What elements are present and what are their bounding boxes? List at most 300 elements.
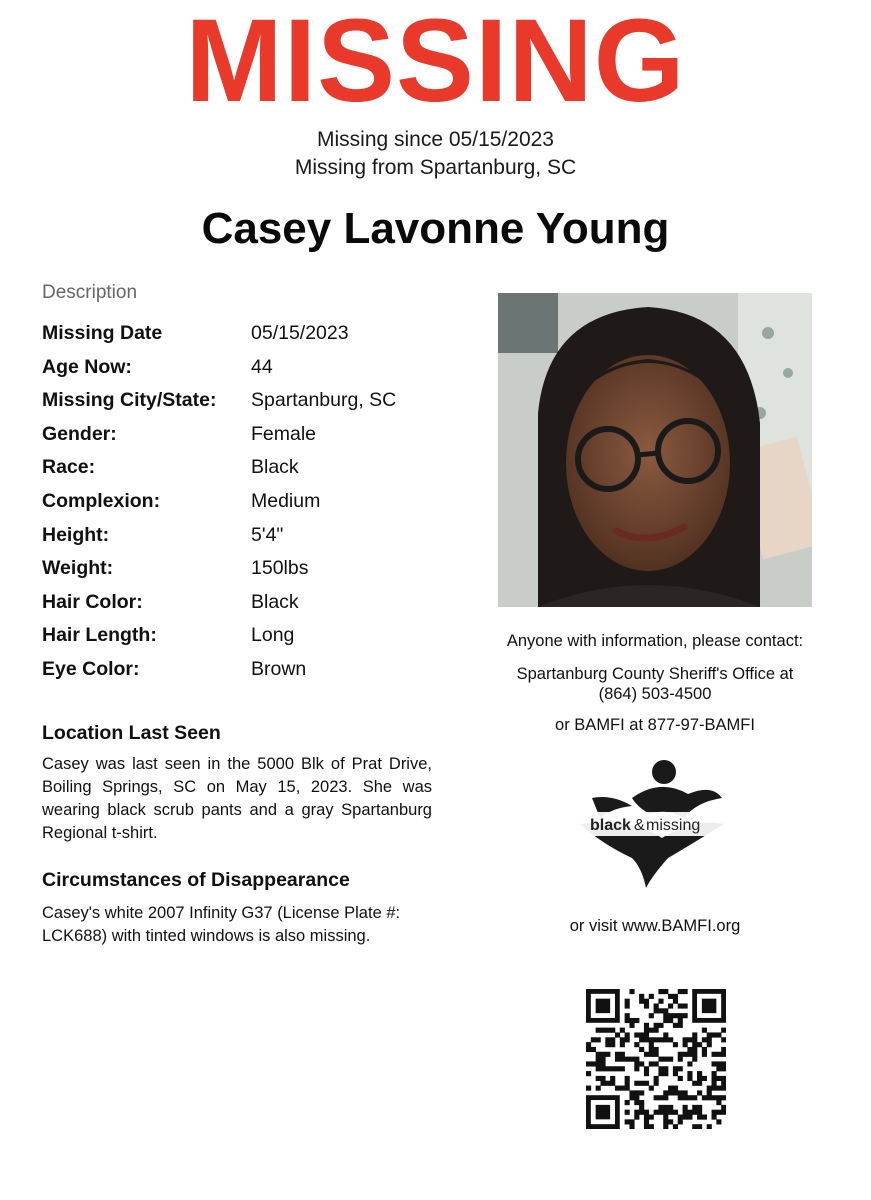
fact-label: Race: <box>42 456 96 479</box>
qr-module <box>697 1124 702 1129</box>
fact-value: 44 <box>251 355 273 378</box>
fact-label: Hair Color: <box>42 590 143 613</box>
qr-module <box>634 1100 639 1105</box>
qr-module <box>586 1047 591 1052</box>
qr-module <box>697 1105 702 1110</box>
qr-module <box>721 1052 726 1057</box>
qr-module <box>634 1090 639 1095</box>
qr-module <box>663 1018 668 1023</box>
qr-module <box>649 1037 654 1042</box>
qr-module <box>697 1042 702 1047</box>
qr-module <box>658 1066 663 1071</box>
qr-module <box>668 1057 673 1062</box>
circumstances-text: Casey's white 2007 Infinity G37 (License Plate #: LCK688) with tinted windows is also missing. <box>42 904 401 945</box>
qr-module <box>658 1105 663 1110</box>
qr-module <box>620 1086 625 1091</box>
qr-module <box>629 1018 634 1023</box>
qr-module <box>634 1018 639 1023</box>
qr-module <box>654 1008 659 1013</box>
qr-module <box>721 1037 726 1042</box>
fact-row-city-state <box>42 387 462 421</box>
qr-module <box>610 1037 615 1042</box>
fact-label: Gender: <box>42 422 117 445</box>
bamfi-website: or visit www.BAMFI.org <box>569 917 741 935</box>
qr-module <box>625 1037 630 1042</box>
qr-module <box>716 1095 721 1100</box>
qr-module <box>649 1124 654 1129</box>
qr-module <box>644 1124 649 1129</box>
qr-module <box>683 1042 688 1047</box>
qr-module <box>678 1052 683 1057</box>
qr-module <box>634 1066 639 1071</box>
qr-module <box>658 1095 663 1100</box>
qr-module <box>678 1003 683 1008</box>
qr-module <box>620 1066 625 1071</box>
qr-module <box>629 1057 634 1062</box>
qr-module <box>697 1071 702 1076</box>
fact-value: Medium <box>251 489 321 512</box>
qr-module <box>716 1100 721 1105</box>
qr-module <box>663 1071 668 1076</box>
qr-module <box>658 989 663 994</box>
qr-module <box>634 1057 639 1062</box>
qr-code-icon <box>586 989 726 1129</box>
qr-module <box>644 1066 649 1071</box>
qr-module <box>716 1076 721 1081</box>
qr-module <box>687 1047 692 1052</box>
qr-module <box>712 1061 717 1066</box>
qr-module <box>610 1066 615 1071</box>
qr-module <box>712 1076 717 1081</box>
qr-module <box>692 1110 697 1115</box>
qr-module <box>629 1023 634 1028</box>
black-and-missing-logo <box>572 758 732 890</box>
qr-module <box>702 1052 707 1057</box>
qr-module <box>625 1013 630 1018</box>
qr-module <box>654 1095 659 1100</box>
qr-module <box>716 1052 721 1057</box>
qr-module <box>712 1110 717 1115</box>
qr-module <box>639 1110 644 1115</box>
qr-module <box>687 1037 692 1042</box>
qr-module <box>658 1057 663 1062</box>
qr-module <box>605 1081 610 1086</box>
qr-module <box>692 1052 697 1057</box>
person-photo <box>498 293 812 607</box>
qr-module <box>673 994 678 999</box>
logo-black-text: black <box>590 817 631 834</box>
qr-module <box>663 1008 668 1013</box>
qr-module <box>625 1119 630 1124</box>
qr-module <box>663 1115 668 1120</box>
qr-module <box>615 1052 620 1057</box>
qr-module <box>610 1076 615 1081</box>
fact-value: 05/15/2023 <box>251 322 349 344</box>
qr-module <box>683 1037 688 1042</box>
circumstances-title: Circumstances of Disappearance <box>42 869 350 891</box>
qr-module <box>663 1066 668 1071</box>
qr-module <box>654 1028 659 1033</box>
qr-module <box>596 1061 601 1066</box>
qr-module <box>678 1115 683 1120</box>
qr-module <box>605 1028 610 1033</box>
qr-module <box>716 1086 721 1091</box>
qr-module <box>683 1003 688 1008</box>
fact-row-complexion <box>42 488 462 522</box>
qr-module <box>629 1095 634 1100</box>
qr-module <box>639 1032 644 1037</box>
qr-module <box>649 1115 654 1120</box>
qr-module <box>683 1110 688 1115</box>
qr-module <box>721 1061 726 1066</box>
description-heading: Description <box>42 282 138 303</box>
qr-module <box>683 989 688 994</box>
qr-module <box>639 1090 644 1095</box>
qr-module <box>654 1037 659 1042</box>
qr-module <box>629 1124 634 1129</box>
qr-module <box>610 1042 615 1047</box>
sheriff-phone: (864) 503-4500 <box>598 685 712 703</box>
qr-module <box>639 1037 644 1042</box>
qr-finder <box>596 1105 610 1119</box>
qr-module <box>605 1037 610 1042</box>
qr-module <box>663 1090 668 1095</box>
qr-module <box>586 1042 591 1047</box>
qr-module <box>600 1081 605 1086</box>
qr-module <box>649 1086 654 1091</box>
qr-module <box>634 1081 639 1086</box>
qr-module <box>668 1119 673 1124</box>
qr-module <box>600 1052 605 1057</box>
qr-module <box>620 1037 625 1042</box>
qr-module <box>625 1081 630 1086</box>
qr-module <box>697 1115 702 1120</box>
qr-module <box>697 1076 702 1081</box>
qr-module <box>678 1018 683 1023</box>
qr-module <box>692 1081 697 1086</box>
qr-module <box>586 1071 591 1076</box>
qr-module <box>644 1052 649 1057</box>
qr-module <box>702 1115 707 1120</box>
qr-module <box>678 1076 683 1081</box>
qr-module <box>692 1124 697 1129</box>
qr-module <box>673 1013 678 1018</box>
fact-row-race <box>42 454 462 488</box>
fact-value: Long <box>251 624 295 647</box>
qr-module <box>663 1057 668 1062</box>
qr-module <box>596 1057 601 1062</box>
qr-module <box>716 1061 721 1066</box>
qr-module <box>615 1032 620 1037</box>
qr-module <box>596 1037 601 1042</box>
qr-module <box>639 1105 644 1110</box>
qr-module <box>721 1076 726 1081</box>
qr-module <box>634 1095 639 1100</box>
qr-module <box>629 1090 634 1095</box>
qr-module <box>658 1071 663 1076</box>
qr-module <box>673 1023 678 1028</box>
qr-module <box>654 1081 659 1086</box>
location-text: Casey was last seen in the 5000 Blk of Prat Drive, Boiling Springs, SC on May 15, 2023. She was wearing black scrub pants and a gray Spartanburg Regional t-shirt. <box>42 755 432 842</box>
qr-module <box>634 1110 639 1115</box>
qr-module <box>707 1037 712 1042</box>
qr-module <box>712 1071 717 1076</box>
qr-module <box>673 1071 678 1076</box>
qr-module <box>639 999 644 1004</box>
qr-module <box>721 1066 726 1071</box>
logo-figures-icon <box>572 758 732 890</box>
qr-module <box>687 1076 692 1081</box>
qr-module <box>673 1042 678 1047</box>
qr-module <box>610 1081 615 1086</box>
qr-module <box>712 1086 717 1091</box>
qr-module <box>673 1066 678 1071</box>
qr-module <box>678 1013 683 1018</box>
fact-row-gender <box>42 421 462 455</box>
qr-module <box>678 1066 683 1071</box>
qr-module <box>654 1047 659 1052</box>
qr-module <box>683 1115 688 1120</box>
qr-module <box>649 1047 654 1052</box>
qr-module <box>663 1013 668 1018</box>
qr-module <box>654 1061 659 1066</box>
qr-module <box>692 1042 697 1047</box>
qr-module <box>629 1119 634 1124</box>
contact-intro: Anyone with information, please contact: <box>506 632 804 650</box>
qr-module <box>625 1003 630 1008</box>
qr-module <box>721 1105 726 1110</box>
fact-value: Female <box>251 422 317 445</box>
qr-module <box>591 1037 596 1042</box>
qr-module <box>639 1100 644 1105</box>
qr-module <box>629 989 634 994</box>
qr-module <box>596 1086 601 1091</box>
qr-module <box>644 1081 649 1086</box>
qr-module <box>663 1110 668 1115</box>
qr-module <box>668 1090 673 1095</box>
qr-module <box>634 1032 639 1037</box>
qr-module <box>600 1066 605 1071</box>
qr-module <box>716 1119 721 1124</box>
qr-module <box>596 1052 601 1057</box>
qr-module <box>712 1115 717 1120</box>
qr-module <box>668 1105 673 1110</box>
qr-module <box>620 1042 625 1047</box>
qr-module <box>654 1003 659 1008</box>
qr-module <box>644 1032 649 1037</box>
qr-module <box>687 1052 692 1057</box>
qr-module <box>692 1095 697 1100</box>
qr-module <box>678 989 683 994</box>
sheriff-contact <box>480 664 830 704</box>
qr-module <box>649 1061 654 1066</box>
qr-module <box>668 1110 673 1115</box>
qr-module <box>625 1110 630 1115</box>
qr-module <box>658 1110 663 1115</box>
qr-module <box>663 1037 668 1042</box>
qr-module <box>639 1081 644 1086</box>
qr-module <box>668 1018 673 1023</box>
qr-module <box>707 1124 712 1129</box>
qr-module <box>644 1071 649 1076</box>
qr-module <box>586 1061 591 1066</box>
qr-module <box>596 1066 601 1071</box>
qr-finder <box>596 999 610 1013</box>
qr-module <box>605 1066 610 1071</box>
fact-row-height <box>42 522 462 556</box>
fact-label: Missing City/State: <box>42 389 217 412</box>
fact-label: Height: <box>42 523 110 546</box>
qr-module <box>721 1086 726 1091</box>
qr-module <box>591 1061 596 1066</box>
fact-label: Hair Length: <box>42 624 157 647</box>
qr-module <box>721 1095 726 1100</box>
qr-module <box>678 1119 683 1124</box>
fact-value: Brown <box>251 657 307 680</box>
qr-module <box>707 1042 712 1047</box>
qr-module <box>654 1052 659 1057</box>
qr-module <box>702 1037 707 1042</box>
logo-amp-text: & <box>634 817 645 834</box>
qr-module <box>634 1042 639 1047</box>
qr-module <box>600 1061 605 1066</box>
qr-module <box>692 1047 697 1052</box>
sheriff-office: Spartanburg County Sheriff's Office at <box>516 665 794 683</box>
qr-module <box>586 1086 591 1091</box>
qr-module <box>663 989 668 994</box>
qr-module <box>702 1076 707 1081</box>
qr-module <box>683 1052 688 1057</box>
qr-module <box>716 1066 721 1071</box>
qr-module <box>649 1013 654 1018</box>
qr-module <box>625 999 630 1004</box>
qr-module <box>707 1090 712 1095</box>
qr-module <box>678 1095 683 1100</box>
qr-module <box>615 1066 620 1071</box>
person-name: Casey Lavonne Young <box>201 204 670 253</box>
qr-module <box>721 1110 726 1115</box>
fact-label: Age Now: <box>42 355 132 378</box>
fact-row-age <box>42 354 462 388</box>
qr-module <box>697 1110 702 1115</box>
qr-module <box>668 994 673 999</box>
fact-row-eye-color <box>42 656 462 690</box>
qr-module <box>673 1090 678 1095</box>
qr-module <box>639 1047 644 1052</box>
qr-module <box>692 1032 697 1037</box>
fact-label: Weight: <box>42 557 114 580</box>
qr-module <box>625 1057 630 1062</box>
qr-module <box>596 1028 601 1033</box>
qr-module <box>644 999 649 1004</box>
qr-module <box>673 999 678 1004</box>
qr-module <box>615 1057 620 1062</box>
qr-module <box>721 1047 726 1052</box>
qr-module <box>687 1115 692 1120</box>
qr-module <box>702 1047 707 1052</box>
qr-module <box>649 1028 654 1033</box>
qr-module <box>683 1095 688 1100</box>
qr-module <box>605 1052 610 1057</box>
qr-module <box>654 1076 659 1081</box>
qr-module <box>687 1095 692 1100</box>
qr-module <box>673 1124 678 1129</box>
fact-value: Spartanburg, SC <box>251 389 397 412</box>
qr-code[interactable] <box>586 989 726 1129</box>
fact-label: Complexion: <box>42 489 161 512</box>
qr-module <box>658 1008 663 1013</box>
qr-module <box>692 1057 697 1062</box>
qr-module <box>615 1086 620 1091</box>
qr-module <box>692 1105 697 1110</box>
qr-module <box>707 1095 712 1100</box>
qr-module <box>712 1095 717 1100</box>
qr-module <box>721 1028 726 1033</box>
qr-module <box>644 1037 649 1042</box>
qr-module <box>634 1061 639 1066</box>
qr-module <box>668 1086 673 1091</box>
fact-label: Missing Date <box>42 322 163 344</box>
qr-module <box>692 1037 697 1042</box>
qr-module <box>712 1032 717 1037</box>
qr-module <box>716 1032 721 1037</box>
qr-module <box>697 1081 702 1086</box>
qr-module <box>649 994 654 999</box>
qr-module <box>644 1110 649 1115</box>
fact-value: 5'4" <box>251 523 284 546</box>
qr-module <box>668 1003 673 1008</box>
qr-module <box>678 1057 683 1062</box>
qr-module <box>654 1023 659 1028</box>
qr-module <box>673 1086 678 1091</box>
qr-module <box>644 1119 649 1124</box>
qr-module <box>600 1057 605 1062</box>
qr-module <box>712 1081 717 1086</box>
qr-module <box>605 1042 610 1047</box>
description-facts <box>42 320 462 690</box>
qr-module <box>707 1086 712 1091</box>
location-title: Location Last Seen <box>42 722 221 744</box>
qr-module <box>620 1057 625 1062</box>
qr-module <box>663 1032 668 1037</box>
qr-module <box>625 1032 630 1037</box>
qr-module <box>663 1105 668 1110</box>
qr-module <box>600 1076 605 1081</box>
fact-value: Black <box>251 590 299 613</box>
qr-module <box>712 1052 717 1057</box>
qr-module <box>625 1076 630 1081</box>
fact-value: 150lbs <box>251 557 309 580</box>
missing-from: Missing from Spartanburg, SC <box>294 156 577 179</box>
qr-module <box>634 1115 639 1120</box>
qr-module <box>644 1115 649 1120</box>
qr-module <box>683 1090 688 1095</box>
qr-module <box>649 1052 654 1057</box>
qr-module <box>668 1037 673 1042</box>
qr-module <box>687 1061 692 1066</box>
qr-module <box>697 1090 702 1095</box>
qr-module <box>707 1032 712 1037</box>
qr-module <box>678 1090 683 1095</box>
missing-headline: MISSING <box>185 0 686 127</box>
qr-module <box>658 1023 663 1028</box>
qr-module <box>654 1110 659 1115</box>
qr-module <box>716 1110 721 1115</box>
qr-module <box>668 1013 673 1018</box>
qr-module <box>625 1100 630 1105</box>
qr-module <box>639 1061 644 1066</box>
qr-module <box>663 1119 668 1124</box>
